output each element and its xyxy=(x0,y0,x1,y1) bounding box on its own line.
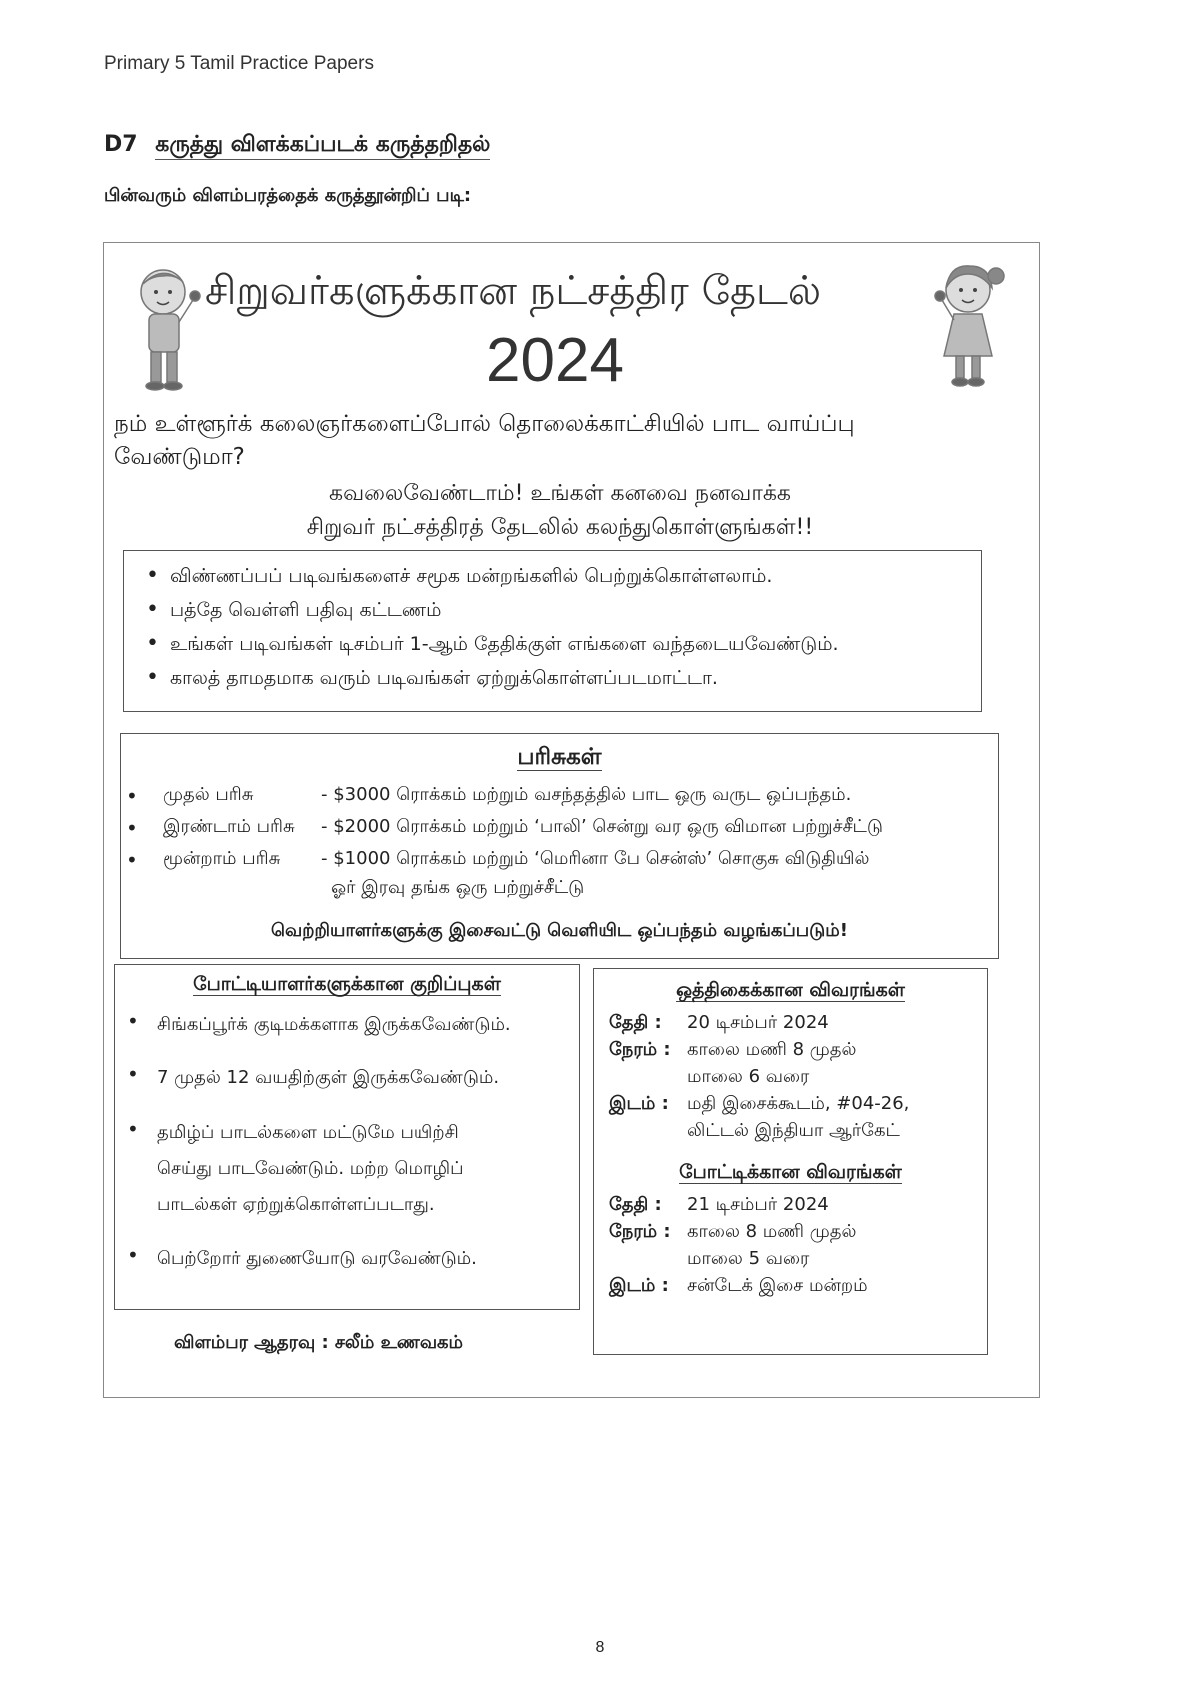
list-item: • உங்கள் படிவங்கள் டிசம்பர் 1-ஆம் தேதிக்குள் எங்களை வந்தடையவேண்டும். xyxy=(138,627,967,661)
prize-name: முதல் பரிசு xyxy=(163,784,254,805)
poster-year: 2024 xyxy=(486,326,624,395)
poster-title: சிறுவர்களுக்கான நட்சத்திர தேடல் xyxy=(205,268,822,314)
competition-heading xyxy=(594,1161,987,1186)
detail-value: மாலை 6 வரை xyxy=(687,1066,810,1087)
note-text: 7 முதல் 12 வயதிற்குள் இருக்கவேண்டும். xyxy=(157,1067,500,1088)
list-item: • பத்தே வெள்ளி பதிவு கட்டணம் xyxy=(138,593,967,627)
competition-heading-text: போட்டிக்கான விவரங்கள் xyxy=(679,1161,902,1183)
prize-name: இரண்டாம் பரிசு xyxy=(163,816,295,837)
detail-value: 20 டிசம்பர் 2024 xyxy=(687,1012,829,1033)
rehearsal-heading-text: ஒத்திகைக்கான விவரங்கள் xyxy=(676,979,905,1001)
section-title-text: கருத்து விளக்கப்படக் கருத்தறிதல் xyxy=(155,132,490,160)
detail-label: தேதி : xyxy=(609,1194,662,1215)
prize-desc-continued: ஓர் இரவு தங்க ஒரு பற்றுச்சீட்டு xyxy=(331,877,585,898)
prize-note: வெற்றியாளர்களுக்கு இசைவட்டு வெளியிட ஒப்பந்தம் வழங்கப்படும்! xyxy=(271,920,848,941)
note-text: பெற்றோர் துணையோடு வரவேண்டும். xyxy=(157,1248,477,1269)
detail-value: காலை மணி 8 முதல் xyxy=(687,1039,857,1060)
bullet-icon: • xyxy=(126,784,138,808)
detail-value: லிட்டல் இந்தியா ஆர்கேட் xyxy=(687,1120,900,1141)
detail-value: 21 டிசம்பர் 2024 xyxy=(687,1194,829,1215)
bullet-icon: • xyxy=(126,816,138,840)
cta-line-2: சிறுவர் நட்சத்திரத் தேடலில் கலந்துகொள்ளுங்கள்!! xyxy=(306,515,814,540)
note-text: தமிழ்ப் பாடல்களை மட்டுமே பயிற்சி xyxy=(157,1122,459,1143)
page-number: 8 xyxy=(595,1639,605,1656)
detail-label: நேரம் : xyxy=(609,1221,671,1242)
detail-value: மதி இசைக்கூடம், #04-26, xyxy=(687,1093,910,1114)
list-item: • காலத் தாமதமாக வரும் படிவங்கள் ஏற்றுக்கொள்ளப்படமாட்டா. xyxy=(138,661,967,695)
bullet-icon: • xyxy=(127,1009,139,1033)
detail-label: இடம் : xyxy=(609,1275,669,1296)
prize-desc: - $1000 ரொக்கம் மற்றும் ‘மெரினா பே சென்ஸ்’ சொகுசு விடுதியில் xyxy=(321,848,870,869)
competition-time xyxy=(609,1218,856,1245)
bullet-icon: • xyxy=(127,1243,139,1267)
cta-line-1: கவலைவேண்டாம்! உங்கள் கனவை நனவாக்க xyxy=(329,481,791,506)
detail-label: நேரம் : xyxy=(609,1039,671,1060)
bullet-icon: • xyxy=(126,848,138,872)
intro-line-1: நம் உள்ளூர்க் கலைஞர்களைப்போல் தொலைக்காட்சியில் பாட வாய்ப்பு xyxy=(114,411,855,437)
list-item: • விண்ணப்பப் படிவங்களைச் சமூக மன்றங்களில் பெற்றுக்கொள்ளலாம். xyxy=(138,559,967,593)
rehearsal-venue-continued xyxy=(609,1117,900,1144)
detail-value: மாலை 5 வரை xyxy=(687,1248,810,1269)
prizes-box xyxy=(120,733,999,959)
instruction: பின்வரும் விளம்பரத்தைக் கருத்தூன்றிப் படி: xyxy=(104,185,472,206)
note-text: செய்து பாடவேண்டும். மற்ற மொழிப் xyxy=(157,1158,464,1179)
note-text: பாடல்கள் ஏற்றுக்கொள்ளப்படாது. xyxy=(157,1194,435,1215)
participant-notes-heading xyxy=(115,973,579,998)
competition-time-continued xyxy=(609,1245,809,1272)
rules-box xyxy=(123,550,982,712)
sponsor-line: விளம்பர ஆதரவு : சலீம் உணவகம் xyxy=(174,1332,464,1353)
bullet-icon: • xyxy=(127,1117,139,1141)
rehearsal-venue xyxy=(609,1090,909,1117)
rehearsal-time-continued xyxy=(609,1063,809,1090)
section-code: D7 xyxy=(104,132,138,157)
event-details-box xyxy=(593,968,988,1355)
participant-notes-heading-text: போட்டியாளர்களுக்கான குறிப்புகள் xyxy=(193,973,501,995)
competition-venue xyxy=(609,1272,868,1299)
prize-name: மூன்றாம் பரிசு xyxy=(163,848,281,869)
section-title xyxy=(104,132,490,160)
detail-label: இடம் : xyxy=(609,1093,669,1114)
detail-value: காலை 8 மணி முதல் xyxy=(687,1221,857,1242)
bullet-icon: • xyxy=(127,1062,139,1086)
participant-notes-box xyxy=(114,964,580,1310)
prizes-heading-text: பரிசுகள் xyxy=(517,744,602,770)
prize-desc: - $3000 ரொக்கம் மற்றும் வசந்தத்தில் பாட ஒரு வருட ஒப்பந்தம். xyxy=(321,784,852,805)
intro-line-2: வேண்டுமா? xyxy=(114,444,245,470)
rehearsal-date xyxy=(609,1009,829,1036)
detail-value: சன்டேக் இசை மன்றம் xyxy=(687,1275,868,1296)
rehearsal-time xyxy=(609,1036,856,1063)
document-header: Primary 5 Tamil Practice Papers xyxy=(104,53,374,74)
note-text: சிங்கப்பூர்க் குடிமக்களாக இருக்கவேண்டும். xyxy=(157,1014,511,1035)
detail-label: தேதி : xyxy=(609,1012,662,1033)
competition-date xyxy=(609,1191,829,1218)
rules-list xyxy=(138,559,967,695)
prizes-heading xyxy=(121,744,998,773)
rehearsal-heading xyxy=(594,979,987,1004)
prize-desc: - $2000 ரொக்கம் மற்றும் ‘பாலி’ சென்று வர ஒரு விமான பற்றுச்சீட்டு xyxy=(321,816,883,837)
